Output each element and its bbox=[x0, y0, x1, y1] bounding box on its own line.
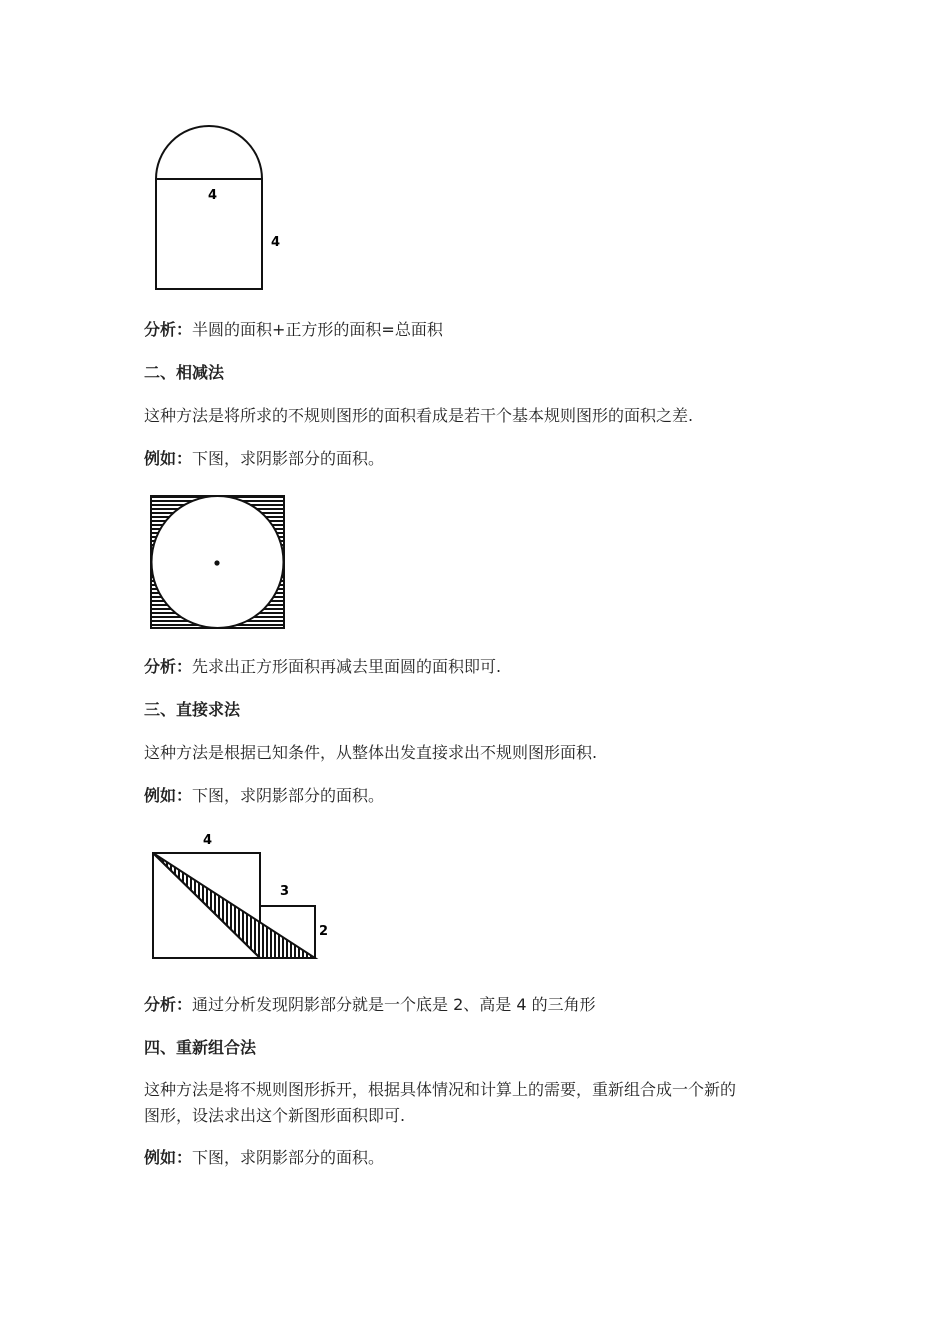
label-top: 4 bbox=[203, 833, 213, 848]
analysis-1: 分析：半圆的面积+正方形的面积=总面积 bbox=[144, 320, 443, 339]
heading-recombination-method: 四、重新组合法 bbox=[144, 1038, 257, 1057]
heading-direct-method: 三、直接求法 bbox=[144, 700, 241, 719]
heading-subtraction-method: 二、相减法 bbox=[144, 363, 225, 382]
desc-recombination-method: 这种方法是将不规则图形拆开，根据具体情况和计算上的需要，重新组合成一个新的 图形，设法求出这个新图形面积即可. bbox=[144, 1080, 737, 1125]
desc-direct-method: 这种方法是根据已知条件，从整体出发直接求出不规则图形面积. bbox=[144, 743, 598, 762]
diagonal-line bbox=[153, 853, 260, 958]
circle-center-dot bbox=[214, 560, 219, 565]
analysis-3: 分析：通过分析发现阴影部分就是一个底是 2、高是 4 的三角形 bbox=[144, 995, 596, 1014]
figure-circle-in-square bbox=[146, 492, 296, 632]
label-side: 4 bbox=[271, 235, 281, 250]
example-2: 例如：下图，求阴影部分的面积。 bbox=[144, 449, 385, 468]
desc-subtraction-method: 这种方法是将所求的不规则图形的面积看成是若干个基本规则图形的面积之差. bbox=[144, 406, 694, 425]
label-right: 2 bbox=[319, 924, 329, 939]
analysis-2: 分析：先求出正方形面积再减去里面圆的面积即可. bbox=[144, 657, 502, 676]
label-top: 4 bbox=[208, 188, 218, 203]
example-4: 例如：下图，求阴影部分的面积。 bbox=[144, 1148, 385, 1167]
example-3: 例如：下图，求阴影部分的面积。 bbox=[144, 786, 385, 805]
semicircle-outline bbox=[156, 126, 262, 179]
figure-semicircle-square bbox=[150, 125, 290, 295]
label-mid: 3 bbox=[280, 884, 290, 899]
figure-stepped-rectangles bbox=[146, 826, 346, 968]
